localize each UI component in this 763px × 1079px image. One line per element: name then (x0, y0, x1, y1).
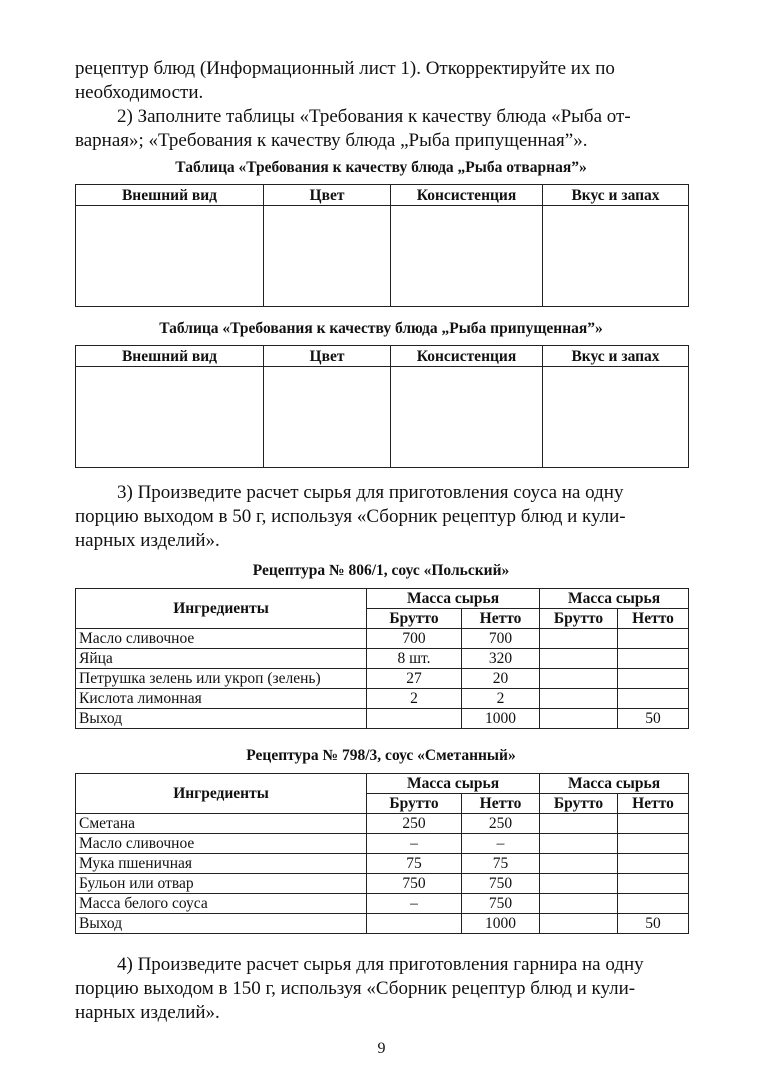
empty-cell[interactable] (391, 367, 543, 468)
header-appearance: Внешний вид (76, 185, 264, 206)
value-cell[interactable]: 50 (618, 914, 689, 934)
value-cell[interactable] (618, 629, 689, 649)
value-cell[interactable] (540, 689, 618, 709)
value-cell: – (367, 834, 462, 854)
header-ingredients: Ингредиенты (76, 774, 367, 814)
ingredient-cell: Выход (76, 709, 367, 729)
quality-table-2-caption: Таблица «Требования к качеству блюда „Рыба припущенная”» (159, 320, 603, 337)
table-row (76, 649, 689, 669)
value-cell[interactable] (540, 914, 618, 934)
header-color: Цвет (264, 346, 391, 367)
table-row (76, 854, 689, 874)
value-cell: 750 (462, 874, 540, 894)
quality-table-1-caption: Таблица «Требования к качеству блюда „Рыба отварная”» (175, 159, 587, 176)
value-cell: 75 (367, 854, 462, 874)
value-cell: 2 (367, 689, 462, 709)
empty-cell[interactable] (391, 206, 543, 307)
header-ingredients: Ингредиенты (76, 589, 367, 629)
table-row (76, 814, 689, 834)
intro-line-2: необходимости. (75, 82, 204, 103)
table-row (76, 367, 689, 468)
recipe-2-caption: Рецептура № 798/3, соус «Сметанный» (246, 747, 516, 764)
value-cell: 320 (462, 649, 540, 669)
value-cell[interactable] (618, 669, 689, 689)
task-2-line-1: 2) Заполните таблицы «Требования к качеству блюда «Рыба от- (117, 106, 631, 127)
value-cell[interactable] (540, 834, 618, 854)
header-color: Цвет (264, 185, 391, 206)
ingredient-cell: Бульон или отвар (76, 874, 367, 894)
header-brutto: Брутто (540, 794, 618, 814)
table-row (76, 709, 689, 729)
task-4-paragraph (75, 953, 687, 1025)
value-cell[interactable] (618, 854, 689, 874)
header-consistency: Консистенция (391, 185, 543, 206)
value-cell: 750 (367, 874, 462, 894)
value-cell: – (367, 894, 462, 914)
ingredient-cell: Масло сливочное (76, 629, 367, 649)
task-4-line-3: нарных изделий». (75, 1002, 220, 1023)
value-cell[interactable] (618, 649, 689, 669)
empty-cell[interactable] (543, 367, 689, 468)
recipe-table-sour-cream-sauce (75, 773, 689, 934)
value-cell[interactable] (540, 894, 618, 914)
empty-cell[interactable] (543, 206, 689, 307)
table-row (76, 834, 689, 854)
empty-cell[interactable] (76, 206, 264, 307)
value-cell[interactable] (618, 834, 689, 854)
value-cell: 75 (462, 854, 540, 874)
empty-cell[interactable] (264, 206, 391, 307)
value-cell (367, 709, 462, 729)
table-row (76, 206, 689, 307)
table-header-row (76, 589, 689, 609)
header-consistency: Консистенция (391, 346, 543, 367)
table-row (76, 914, 689, 934)
header-netto: Нетто (618, 609, 689, 629)
value-cell[interactable] (618, 814, 689, 834)
table-header-row (76, 774, 689, 794)
intro-line-1: рецептур блюд (Информационный лист 1). Откорректируйте их по (75, 58, 615, 79)
header-mass-calculated: Масса сырья (540, 589, 689, 609)
task-2-line-2: варная»; «Требования к качеству блюда „Рыба припущенная”». (75, 130, 588, 151)
task-3-line-3: нарных изделий». (75, 530, 220, 551)
value-cell[interactable]: 50 (618, 709, 689, 729)
value-cell[interactable] (540, 854, 618, 874)
empty-cell[interactable] (76, 367, 264, 468)
ingredient-cell: Масло сливочное (76, 834, 367, 854)
header-netto: Нетто (462, 609, 540, 629)
value-cell: 20 (462, 669, 540, 689)
value-cell: 250 (367, 814, 462, 834)
table-row (76, 689, 689, 709)
ingredient-cell: Сметана (76, 814, 367, 834)
value-cell: – (462, 834, 540, 854)
value-cell (367, 914, 462, 934)
recipe-1-caption: Рецептура № 806/1, соус «Польский» (252, 562, 510, 579)
value-cell[interactable] (540, 874, 618, 894)
value-cell[interactable] (540, 709, 618, 729)
value-cell[interactable] (618, 894, 689, 914)
recipe-2-body (76, 814, 689, 934)
ingredient-cell: Яйца (76, 649, 367, 669)
page-number: 9 (377, 1040, 386, 1057)
value-cell: 700 (462, 629, 540, 649)
value-cell: 1000 (462, 709, 540, 729)
value-cell: 27 (367, 669, 462, 689)
table-row (76, 629, 689, 649)
header-taste-smell: Вкус и запах (543, 346, 689, 367)
value-cell[interactable] (618, 874, 689, 894)
header-taste-smell: Вкус и запах (543, 185, 689, 206)
quality-table-boiled-fish (75, 184, 689, 307)
intro-paragraph (75, 57, 687, 105)
table-row (76, 894, 689, 914)
table-header-row (76, 346, 689, 367)
header-brutto: Брутто (540, 609, 618, 629)
ingredient-cell: Кислота лимонная (76, 689, 367, 709)
task-3-line-1: 3) Произведите расчет сырья для приготовления соуса на одну (117, 482, 624, 503)
ingredient-cell: Петрушка зелень или укроп (зелень) (76, 669, 367, 689)
value-cell: 250 (462, 814, 540, 834)
ingredient-cell: Выход (76, 914, 367, 934)
value-cell: 700 (367, 629, 462, 649)
header-netto: Нетто (462, 794, 540, 814)
recipe-1-body (76, 629, 689, 729)
value-cell: 750 (462, 894, 540, 914)
value-cell[interactable] (618, 689, 689, 709)
value-cell: 2 (462, 689, 540, 709)
value-cell[interactable] (540, 669, 618, 689)
table-row (76, 874, 689, 894)
task-3-paragraph (75, 481, 687, 553)
header-brutto: Брутто (367, 794, 462, 814)
header-brutto: Брутто (367, 609, 462, 629)
table-header-row (76, 185, 689, 206)
value-cell[interactable] (540, 649, 618, 669)
value-cell[interactable] (540, 814, 618, 834)
empty-cell[interactable] (264, 367, 391, 468)
value-cell: 1000 (462, 914, 540, 934)
ingredient-cell: Мука пшеничная (76, 854, 367, 874)
header-netto: Нетто (618, 794, 689, 814)
ingredient-cell: Масса белого соуса (76, 894, 367, 914)
table-row (76, 669, 689, 689)
value-cell[interactable] (540, 629, 618, 649)
recipe-table-polish-sauce (75, 588, 689, 729)
quality-table-poached-fish (75, 345, 689, 468)
value-cell: 8 шт. (367, 649, 462, 669)
task-4-line-2: порцию выходом в 150 г, используя «Сборник рецептур блюд и кули- (75, 978, 636, 999)
header-mass-given: Масса сырья (367, 774, 540, 794)
header-appearance: Внешний вид (76, 346, 264, 367)
task-4-line-1: 4) Произведите расчет сырья для приготовления гарнира на одну (117, 954, 644, 975)
task-2-paragraph (75, 105, 687, 153)
header-mass-given: Масса сырья (367, 589, 540, 609)
header-mass-calculated: Масса сырья (540, 774, 689, 794)
task-3-line-2: порцию выходом в 50 г, используя «Сборник рецептур блюд и кули- (75, 506, 626, 527)
